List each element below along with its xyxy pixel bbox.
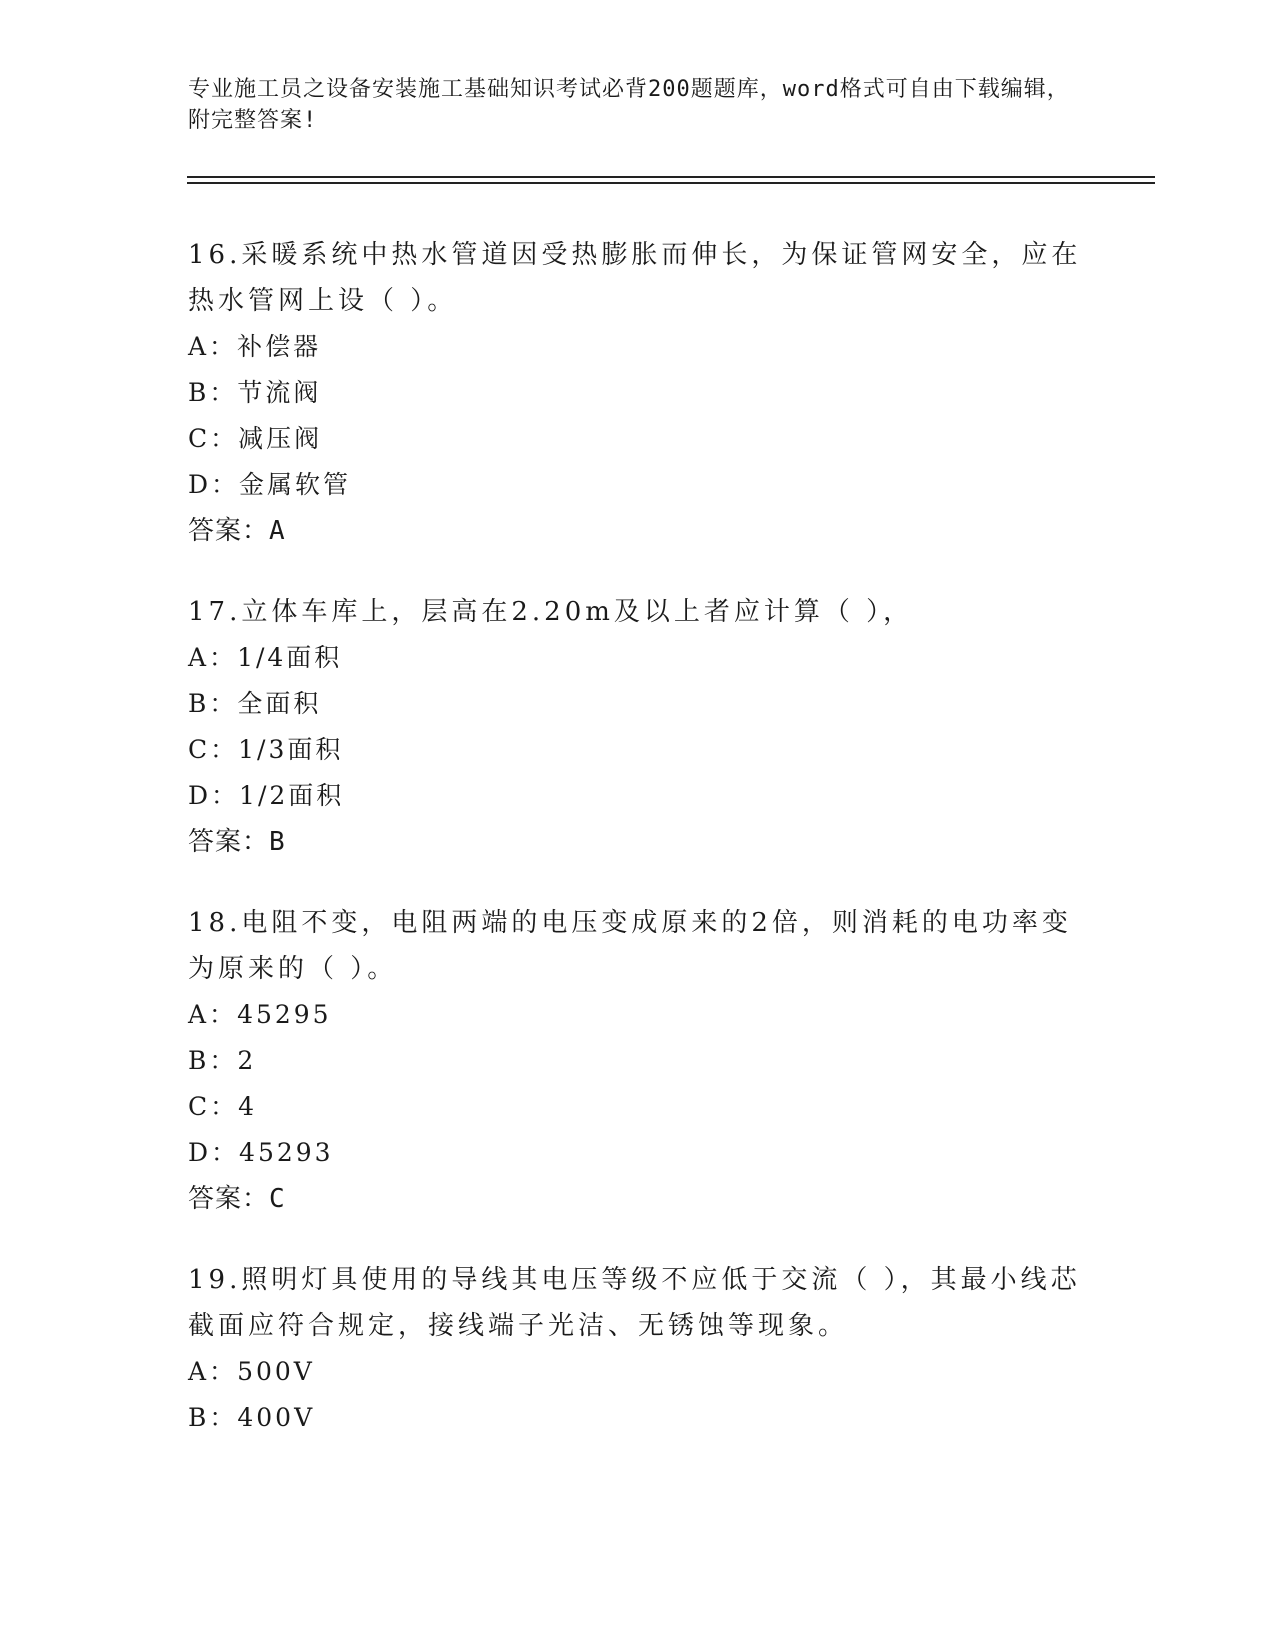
- header-text: 专业施工员之设备安装施工基础知识考试必背200题题库，word格式可自由下载编辑，附完整答案!: [188, 77, 1070, 133]
- option-a: [188, 635, 1088, 681]
- option-letter: B：: [188, 1403, 238, 1432]
- question-18: [188, 900, 1088, 1222]
- option-text: 全面积: [237, 689, 322, 718]
- option-text: 1/2面积: [239, 781, 345, 810]
- question-number: 16.: [188, 240, 242, 270]
- question-number: 19.: [188, 1265, 242, 1295]
- header-divider-bottom: [187, 182, 1155, 184]
- option-letter: D：: [188, 781, 240, 810]
- answer-line: [188, 508, 1088, 554]
- option-c: [188, 416, 1088, 462]
- option-text: 45295: [237, 1000, 332, 1029]
- question-17: [188, 589, 1088, 865]
- option-a: [188, 1349, 1088, 1395]
- question-19: [188, 1257, 1088, 1441]
- answer-label: 答案：: [188, 1184, 270, 1214]
- option-text: 2: [237, 1046, 257, 1075]
- option-a: [188, 324, 1088, 370]
- question-text: [188, 589, 1088, 635]
- question-body: 立体车库上，层高在2.20m及以上者应计算（ ），: [241, 597, 914, 627]
- question-list: [188, 232, 1088, 1476]
- option-d: [188, 773, 1088, 819]
- option-letter: B：: [188, 689, 238, 718]
- option-letter: D：: [188, 470, 240, 499]
- option-letter: A：: [188, 1357, 238, 1386]
- option-text: 45293: [239, 1138, 334, 1167]
- option-c: [188, 1084, 1088, 1130]
- answer-value: B: [269, 827, 286, 857]
- option-d: [188, 462, 1088, 508]
- option-text: 节流阀: [237, 378, 322, 407]
- option-b: [188, 1038, 1088, 1084]
- option-text: 500V: [237, 1357, 315, 1386]
- question-body: 照明灯具使用的导线其电压等级不应低于交流（ ），其最小线芯截面应符合规定，接线端子光洁、无锈蚀等现象。: [188, 1265, 1081, 1341]
- option-text: 金属软管: [239, 470, 352, 499]
- question-number: 18.: [188, 908, 242, 938]
- answer-line: [188, 819, 1088, 865]
- option-letter: A：: [188, 332, 238, 361]
- question-text: [188, 900, 1088, 992]
- option-c: [188, 727, 1088, 773]
- question-body: 电阻不变，电阻两端的电压变成原来的2倍，则消耗的电功率变为原来的（ ）。: [188, 908, 1072, 984]
- option-text: 1/4面积: [237, 643, 343, 672]
- answer-label: 答案：: [188, 516, 270, 546]
- question-text: [188, 1257, 1088, 1349]
- answer-value: A: [269, 516, 286, 546]
- document-header: [188, 74, 1088, 136]
- option-letter: C：: [188, 1092, 239, 1121]
- option-letter: B：: [188, 378, 238, 407]
- option-letter: A：: [188, 643, 238, 672]
- question-16: [188, 232, 1088, 554]
- option-text: 1/3面积: [238, 735, 344, 764]
- question-number: 17.: [188, 597, 242, 627]
- option-letter: A：: [188, 1000, 238, 1029]
- answer-label: 答案：: [188, 827, 270, 857]
- option-b: [188, 370, 1088, 416]
- option-text: 补偿器: [237, 332, 322, 361]
- option-text: 4: [238, 1092, 258, 1121]
- option-d: [188, 1130, 1088, 1176]
- option-text: 减压阀: [238, 424, 323, 453]
- option-a: [188, 992, 1088, 1038]
- option-letter: C：: [188, 735, 239, 764]
- option-b: [188, 1395, 1088, 1441]
- answer-value: C: [269, 1184, 286, 1214]
- option-letter: B：: [188, 1046, 238, 1075]
- option-b: [188, 681, 1088, 727]
- option-letter: C：: [188, 424, 239, 453]
- option-text: 400V: [237, 1403, 316, 1432]
- option-letter: D：: [188, 1138, 240, 1167]
- answer-line: [188, 1176, 1088, 1222]
- header-divider-top: [187, 176, 1155, 178]
- question-text: [188, 232, 1088, 324]
- question-body: 采暖系统中热水管道因受热膨胀而伸长，为保证管网安全，应在热水管网上设（ ）。: [188, 240, 1082, 316]
